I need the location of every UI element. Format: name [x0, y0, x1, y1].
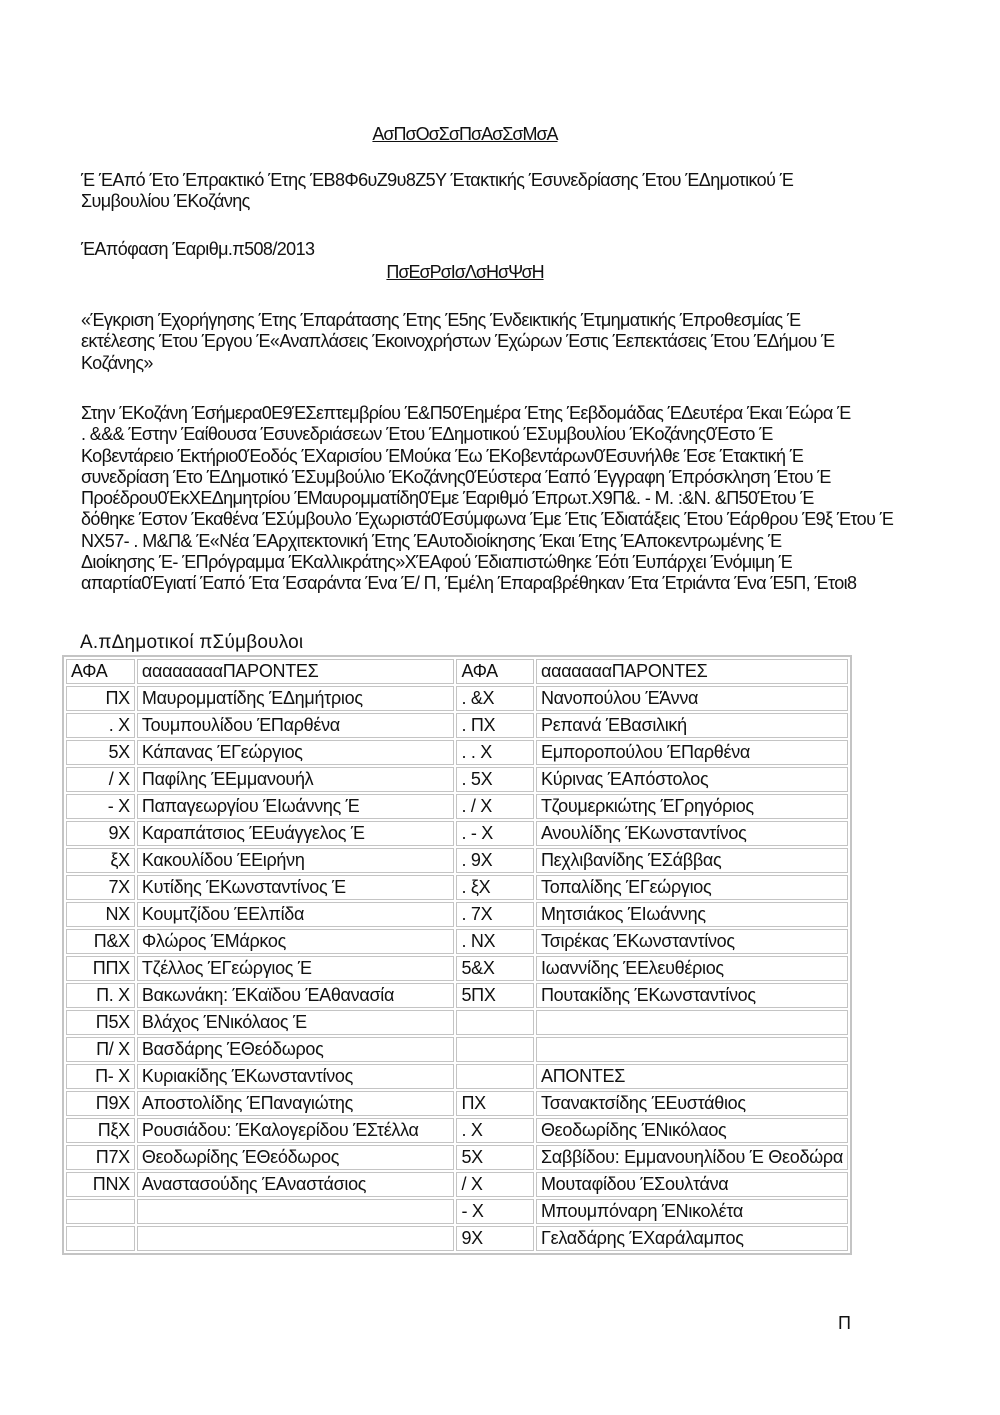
right-number-cell: . - Χ [456, 821, 534, 846]
left-name-cell: Παπαγεωργίου ΈΙωάννης Έ [137, 794, 455, 819]
left-name-cell: Βλάχος ΈΝικόλαος Έ [137, 1010, 455, 1035]
left-name-cell: Τζέλλος ΈΓεώργιος Έ [137, 956, 455, 981]
right-number-cell: - Χ [456, 1199, 534, 1224]
right-name-cell: Μπουμπόναρη ΈΝικολέτα [536, 1199, 848, 1224]
right-number-cell: . Χ [456, 1118, 534, 1143]
left-name-cell: Παφίλης ΈΕμμανουήλ [137, 767, 455, 792]
table-row [66, 1199, 848, 1224]
body-line: ΝΧ57- . Μ&Π& Έ«Νέα ΈΑρχιτεκτονική Έτης ΈΑυτοδιοίκησης Έκαι Έτης ΈΑποκεντρωμένης Έ [81, 530, 782, 551]
left-number-cell: Π/ Χ [66, 1037, 135, 1062]
left-name-cell: Βακωνάκη: ΈΚαϊδου ΈΑθανασία [137, 983, 455, 1008]
table-row [66, 929, 848, 954]
right-number-cell: / Χ [456, 1172, 534, 1197]
header-left-number: ΑΦΑ [66, 659, 135, 684]
left-number-cell: Π5Χ [66, 1010, 135, 1035]
right-name-cell: Νανοπούλου ΈΆννα [536, 686, 848, 711]
body-paragraph [81, 403, 901, 595]
right-number-cell: . / Χ [456, 794, 534, 819]
table-row [66, 1226, 848, 1251]
table-row [66, 1145, 848, 1170]
body-line: . &&& Έστην Έαίθουσα Έσυνεδριάσεων Έτου ΈΔημοτικού ΈΣυμβουλίου ΈΚοζάνης0Έστο Έ [81, 424, 773, 445]
right-name-cell: Ανουλίδης ΈΚωνσταντίνος [536, 821, 848, 846]
left-number-cell: Π- Χ [66, 1064, 135, 1089]
subject-paragraph [81, 310, 901, 374]
section-label: Α.πΔημοτικοί πΣύμβουλοι [80, 632, 304, 653]
right-number-cell: 9Χ [456, 1226, 534, 1251]
left-number-cell: Π7Χ [66, 1145, 135, 1170]
body-line: Στην ΈΚοζάνη Έσήμερα0Ε9ΈΣεπτεμβρίου Έ&Π50Έημέρα Έτης Έεβδομάδας ΈΔευτέρα Έκαι Έώρα Έ [81, 403, 851, 423]
left-number-cell: Π9Χ [66, 1091, 135, 1116]
body-line: Διοίκησης Έ- ΈΠρόγραμμα ΈΚαλλικράτης»ΧΈΑφού Έδιαπιστώθηκε Έότι Έυπάρχει Ένόμιμη Έ [81, 552, 793, 573]
table-row [66, 794, 848, 819]
right-name-cell: Πουτακίδης ΈΚωνσταντίνος [536, 983, 848, 1008]
right-name-cell: Τζουμερκιώτης ΈΓρηγόριος [536, 794, 848, 819]
left-name-cell: Κουμτζίδου ΈΕλπίδα [137, 902, 455, 927]
left-number-cell: 7Χ [66, 875, 135, 900]
table-row [66, 1037, 848, 1062]
right-number-cell: . 9Χ [456, 848, 534, 873]
left-name-cell: Κυτίδης ΈΚωνσταντίνος Έ [137, 875, 455, 900]
left-number-cell: ΝΧ [66, 902, 135, 927]
right-name-cell: Τοπαλίδης ΈΓεώργιος [536, 875, 848, 900]
right-number-cell: . . Χ [456, 740, 534, 765]
right-name-cell: Ιωαννίδης ΈΕλευθέριος [536, 956, 848, 981]
left-name-cell: Αναστασούδης ΈΑναστάσιος [137, 1172, 455, 1197]
left-number-cell [66, 1226, 135, 1251]
right-number-cell: 5Χ [456, 1145, 534, 1170]
right-name-cell: Σαββίδου: Εμμανουηλίδου Έ Θεοδώρα [536, 1145, 848, 1170]
left-number-cell: ΠΧ [66, 686, 135, 711]
document-title-text: ΑσΠσΟσΣσΠσΑσΣσΜσΑ [372, 124, 558, 144]
right-name-cell: Πεχλιβανίδης ΈΣάββας [536, 848, 848, 873]
document-subtitle [0, 262, 930, 283]
council-members-table [62, 655, 852, 1255]
table-row [66, 821, 848, 846]
right-number-cell: . ΠΧ [456, 713, 534, 738]
body-line: δόθηκε Έστον Έκαθένα ΈΣύμβουλο Έχωριστά0Έσύμφωνα Έμε Έτις Έδιατάξεις Έτου Έάρθρου Έ9ξ Έτου Έ [81, 509, 894, 530]
left-number-cell: ξΧ [66, 848, 135, 873]
left-name-cell: Καραπάτσιος ΈΕυάγγελος Έ [137, 821, 455, 846]
right-name-cell: ΑΠΟΝΤΕΣ [536, 1064, 848, 1089]
right-number-cell: 5&Χ [456, 956, 534, 981]
document-subtitle-text: ΠσΕσΡσΙσΛσΗσΨσΗ [386, 262, 544, 282]
right-name-cell: Γελαδάρης ΈΧαράλαμπος [536, 1226, 848, 1251]
left-number-cell: Π&Χ [66, 929, 135, 954]
body-line: Προέδρου0ΈκΧΕΔημητρίου ΈΜαυρομματίδη0Έμε Έαριθμό Έπρωτ.Χ9Π&. - Μ. :&Ν. &Π50Έτου Έ [81, 488, 814, 509]
right-number-cell: . 5Χ [456, 767, 534, 792]
right-name-cell: Θεοδωρίδης ΈΝικόλαος [536, 1118, 848, 1143]
right-name-cell [536, 1037, 848, 1062]
right-name-cell [536, 1010, 848, 1035]
left-number-cell: 5Χ [66, 740, 135, 765]
header-left-present: ααααααααΠΑΡΟΝΤΕΣ [137, 659, 455, 684]
right-name-cell: Κύρινας ΈΑπόστολος [536, 767, 848, 792]
right-number-cell: ΠΧ [456, 1091, 534, 1116]
body-line: συνεδρίαση Έτο ΈΔημοτικό ΈΣυμβούλιο ΈΚοζάνης0Έύστερα Έαπό Έγγραφη Έπρόσκληση Έτου Έ [81, 466, 831, 487]
table-row [66, 983, 848, 1008]
right-name-cell: Εμποροπούλου ΈΠαρθένα [536, 740, 848, 765]
right-number-cell: 5ΠΧ [456, 983, 534, 1008]
left-number-cell: Π. Χ [66, 983, 135, 1008]
table-row [66, 1118, 848, 1143]
right-number-cell: . ξΧ [456, 875, 534, 900]
left-number-cell [66, 1199, 135, 1224]
left-name-cell: Κάπανας ΈΓεώργιος [137, 740, 455, 765]
intro-line: Έ ΈΑπό Έτο Έπρακτικό Έτης ΈΒ8Φ6υΖ9υ8Ζ5Υ Έτακτικής Έσυνεδρίασης Έτου ΈΔημοτικού Έ [81, 170, 794, 190]
right-number-cell: . 7Χ [456, 902, 534, 927]
table-row [66, 848, 848, 873]
table-row [66, 902, 848, 927]
left-name-cell: Κυριακίδης ΈΚωνσταντίνος [137, 1064, 455, 1089]
right-name-cell: Μουταφίδου ΈΣουλτάνα [536, 1172, 848, 1197]
left-name-cell: Κακουλίδου ΈΕιρήνη [137, 848, 455, 873]
right-number-cell [456, 1010, 534, 1035]
subject-line: Κοζάνης» [81, 352, 153, 373]
table-row [66, 1172, 848, 1197]
right-number-cell: . &Χ [456, 686, 534, 711]
table-row [66, 1010, 848, 1035]
left-name-cell [137, 1226, 455, 1251]
left-number-cell: ΠΝΧ [66, 1172, 135, 1197]
left-name-cell: Τουμπουλίδου ΈΠαρθένα [137, 713, 455, 738]
intro-paragraph [81, 170, 901, 213]
decision-ref-text: ΈΑπόφαση Έαριθμ.π508/2013 [81, 239, 315, 259]
page-number: Π [838, 1313, 851, 1333]
table-row [66, 740, 848, 765]
left-number-cell: . Χ [66, 713, 135, 738]
table-row [66, 1064, 848, 1089]
body-line: απαρτία0Έγιατί Έαπό Έτα Έσαράντα Ένα Έ/ Π, Έμέλη Έπαραβρέθηκαν Έτα Έτριάντα Ένα Έ5Π, Έτοι8 [81, 573, 857, 594]
right-number-cell: . ΝΧ [456, 929, 534, 954]
header-right-present: αααααααΠΑΡΟΝΤΕΣ [536, 659, 848, 684]
left-name-cell: Θεοδωρίδης ΈΘεόδωρος [137, 1145, 455, 1170]
right-name-cell: Ρεπανά ΈΒασιλική [536, 713, 848, 738]
right-name-cell: Τσανακτσίδης ΈΕυστάθιος [536, 1091, 848, 1116]
left-number-cell: ΠΠΧ [66, 956, 135, 981]
table-row [66, 1091, 848, 1116]
left-number-cell: 9Χ [66, 821, 135, 846]
intro-line: Συμβουλίου ΈΚοζάνης [81, 191, 250, 212]
table-row [66, 713, 848, 738]
decision-reference [81, 239, 901, 260]
header-right-number: ΑΦΑ [456, 659, 534, 684]
right-number-cell [456, 1064, 534, 1089]
left-name-cell: Φλώρος ΈΜάρκος [137, 929, 455, 954]
left-number-cell: - Χ [66, 794, 135, 819]
left-number-cell: ΠξΧ [66, 1118, 135, 1143]
table-header-row [66, 659, 848, 684]
table-row [66, 875, 848, 900]
left-name-cell [137, 1199, 455, 1224]
subject-line: «Έγκριση Έχορήγησης Έτης Έπαράτασης Έτης Έ5ης Ένδεικτικής Έτμηματικής Έπροθεσμίας Έ [81, 310, 801, 330]
table-row [66, 686, 848, 711]
right-name-cell: Τσιρέκας ΈΚωνσταντίνος [536, 929, 848, 954]
table-row [66, 767, 848, 792]
left-name-cell: Μαυρομματίδης ΈΔημήτριος [137, 686, 455, 711]
left-number-cell: / Χ [66, 767, 135, 792]
left-name-cell: Αποστολίδης ΈΠαναγιώτης [137, 1091, 455, 1116]
body-line: Κοβεντάρειο Έκτήριο0Έοδός ΈΧαρισίου ΈΜούκα Έω ΈΚοβεντάρων0Έσυνήλθε Έσε Έτακτική Έ [81, 445, 804, 466]
left-name-cell: Ρουσιάδου: ΈΚαλογερίδου ΈΣτέλλα [137, 1118, 455, 1143]
right-number-cell [456, 1037, 534, 1062]
right-name-cell: Μητσιάκος ΈΙωάννης [536, 902, 848, 927]
subject-line: εκτέλεσης Έτου Έργου Έ«Αναπλάσεις Έκοινοχρήστων Έχώρων Έστις Έεπεκτάσεις Έτου ΈΔήμου Έ [81, 331, 835, 352]
table-row [66, 956, 848, 981]
left-name-cell: Βασδάρης ΈΘεόδωρος [137, 1037, 455, 1062]
document-title [0, 124, 930, 145]
